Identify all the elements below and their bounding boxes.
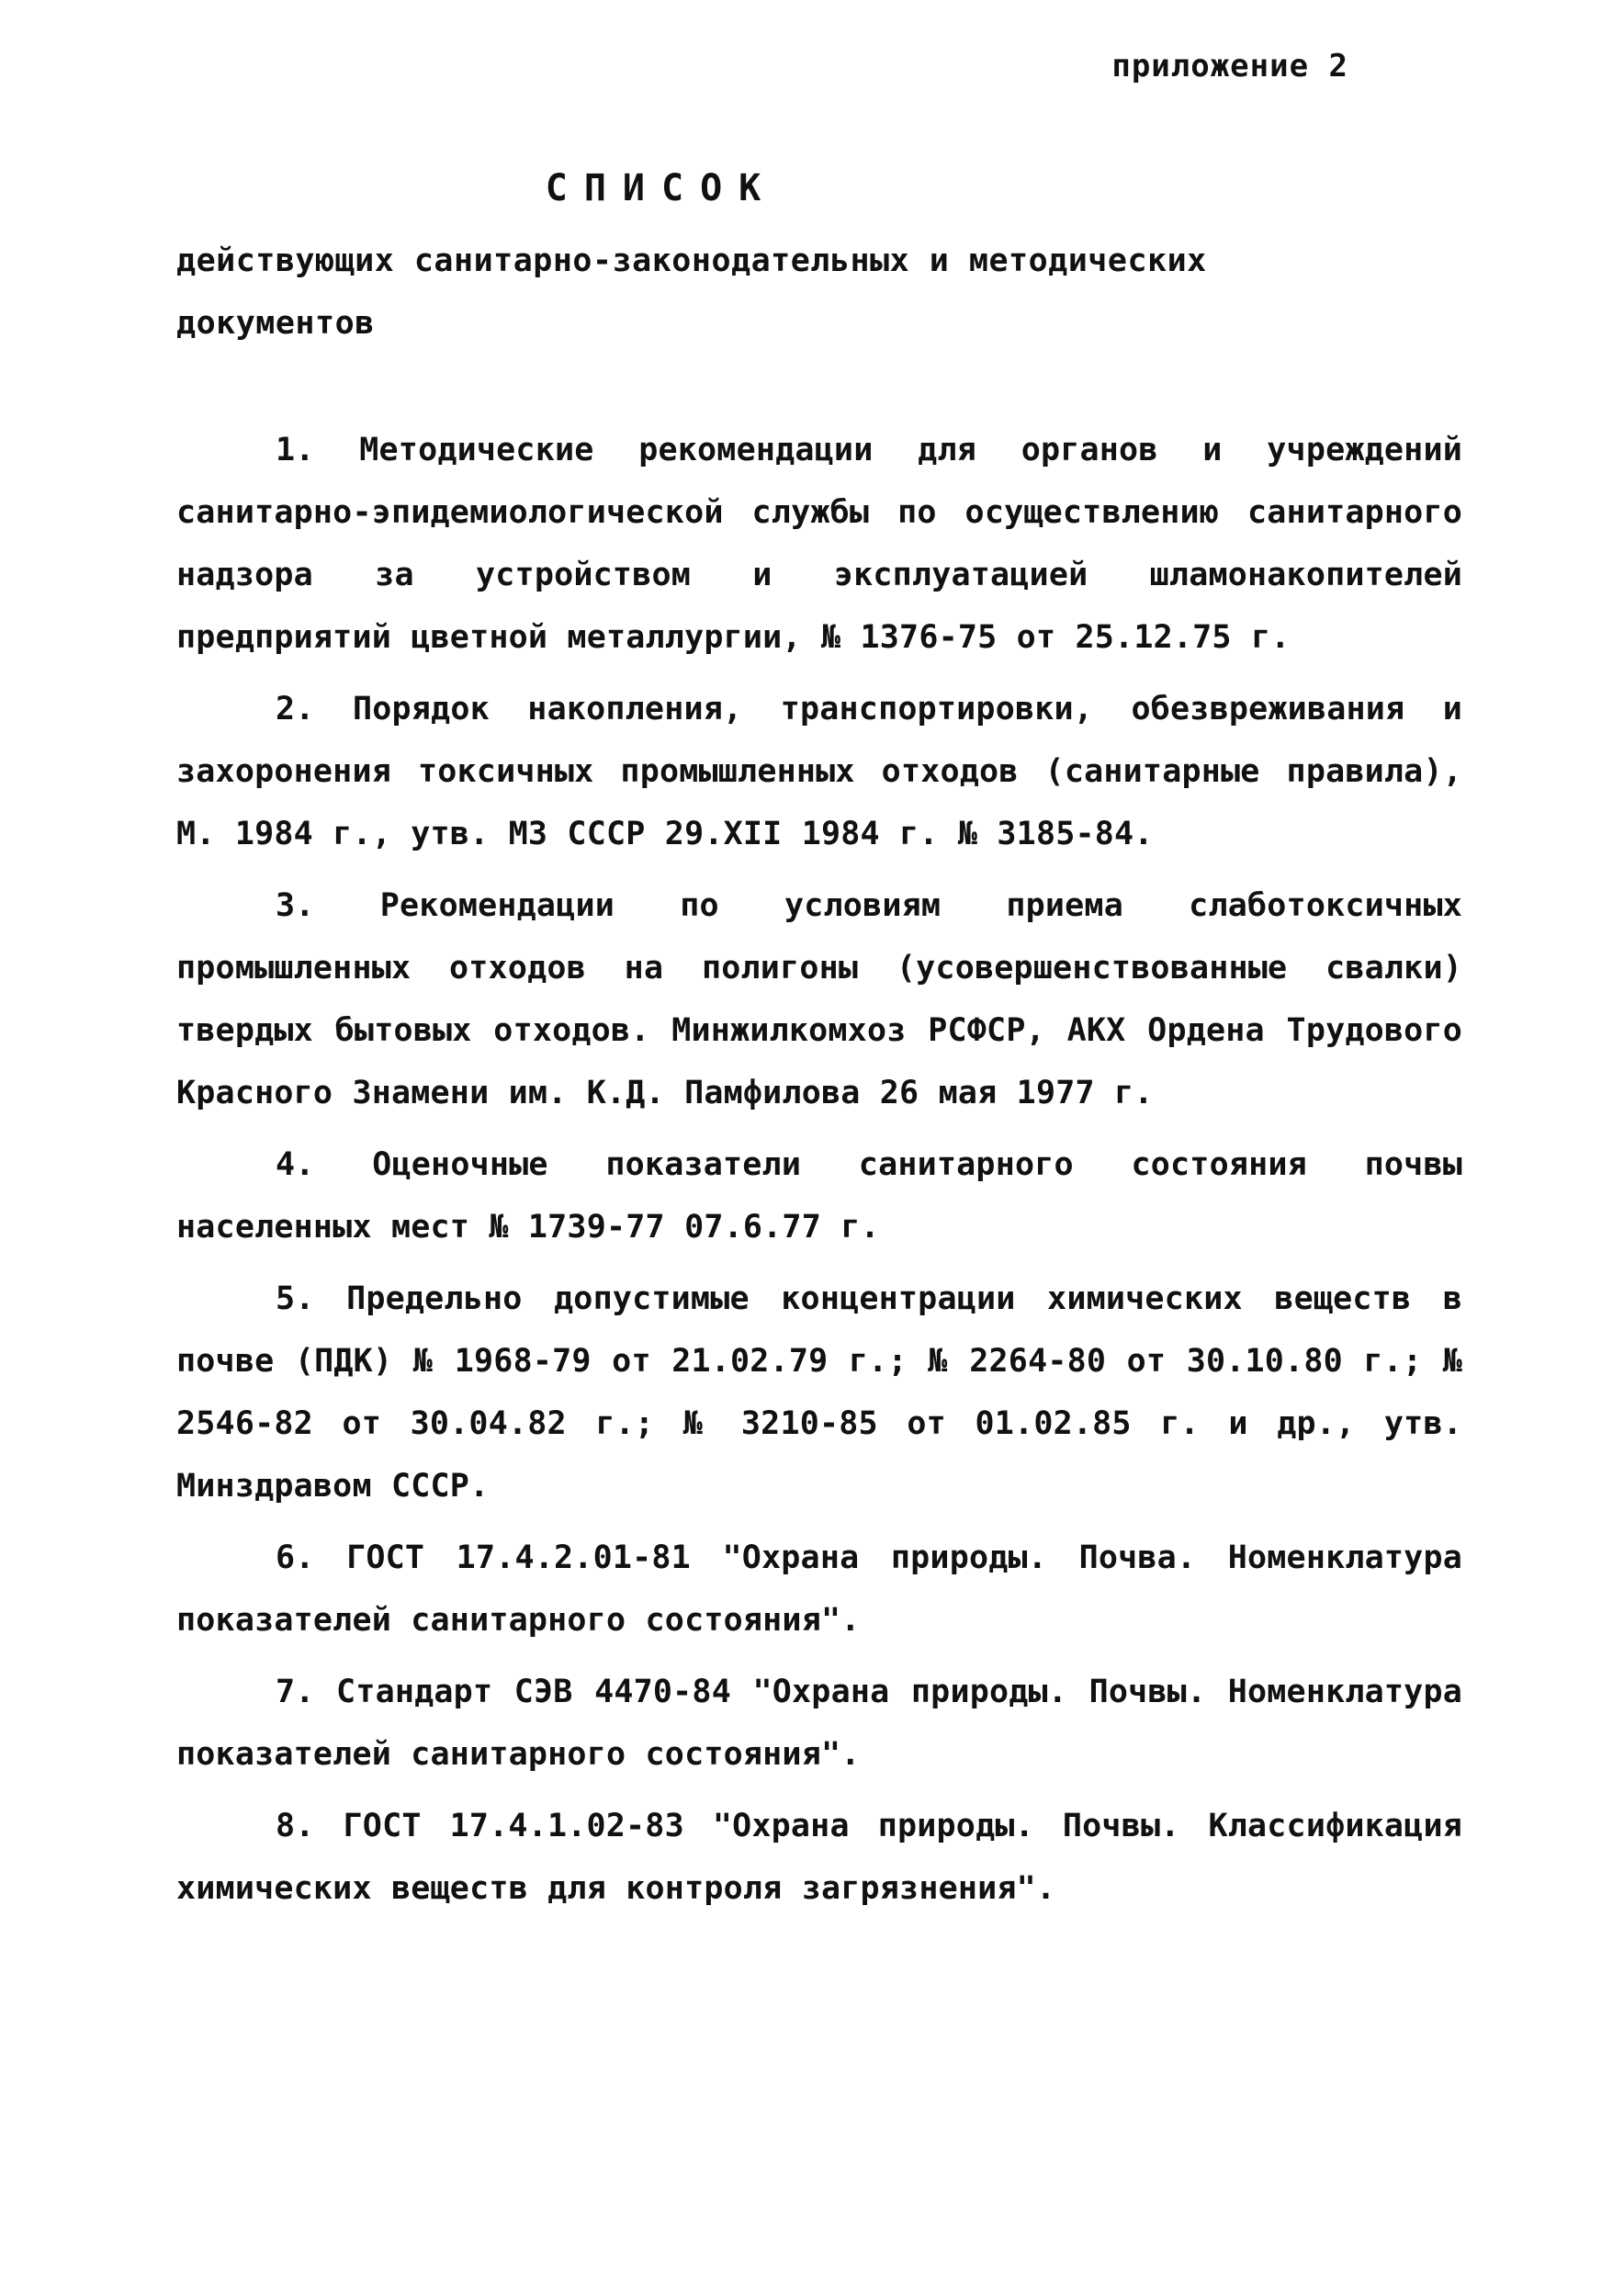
document-list <box>176 419 1462 1929</box>
document-title: СПИСОК <box>545 167 778 209</box>
list-item: 3. Рекомендации по условиям приема слаботоксичных промышленных отходов на полигоны (усовершенствованные свалки) твердых бытовых отходов. Минжилкомхоз РСФСР, АКХ Ордена Трудового Красного Знамени им. К.Д. Памфилова 26 мая 1977 г. <box>176 887 1462 1111</box>
list-item: 5. Предельно допустимые концентрации химических веществ в почве (ПДК) № 1968-79 от 21.02.79 г.; № 2264-80 от 30.10.80 г.; № 2546-82 от 30.04.82 г.; № 3210-85 от 01.02.85 г. и др., утв. Минздравом СССР. <box>176 1280 1462 1505</box>
list-item: 2. Порядок накопления, транспортировки, обезвреживания и захоронения токсичных промышленных отходов (санитарные правила), М. 1984 г., утв. МЗ СССР 29.XII 1984 г. № 3185-84. <box>176 691 1462 852</box>
document-subtitle: действующих санитарно-законодательных и методических документов <box>176 242 1207 342</box>
appendix-label: приложение 2 <box>1111 48 1348 85</box>
list-item: 7. Стандарт СЭВ 4470-84 "Охрана природы. Почвы. Номенклатура показателей санитарного состояния". <box>176 1674 1462 1773</box>
list-item: 4. Оценочные показатели санитарного состояния почвы населенных мест № 1739-77 07.6.77 г. <box>176 1146 1462 1246</box>
list-item: 6. ГОСТ 17.4.2.01-81 "Охрана природы. Почва. Номенклатура показателей санитарного состояния". <box>176 1539 1462 1639</box>
list-item: 8. ГОСТ 17.4.1.02-83 "Охрана природы. Почвы. Классификация химических веществ для контроля загрязнения". <box>176 1808 1462 1907</box>
list-item: 1. Методические рекомендации для органов и учреждений санитарно-эпидемиологической службы по осуществлению санитарного надзора за устройством и эксплуатацией шламонакопителей предприятий цветной металлургии, № 1376-75 от 25.12.75 г. <box>176 432 1462 656</box>
